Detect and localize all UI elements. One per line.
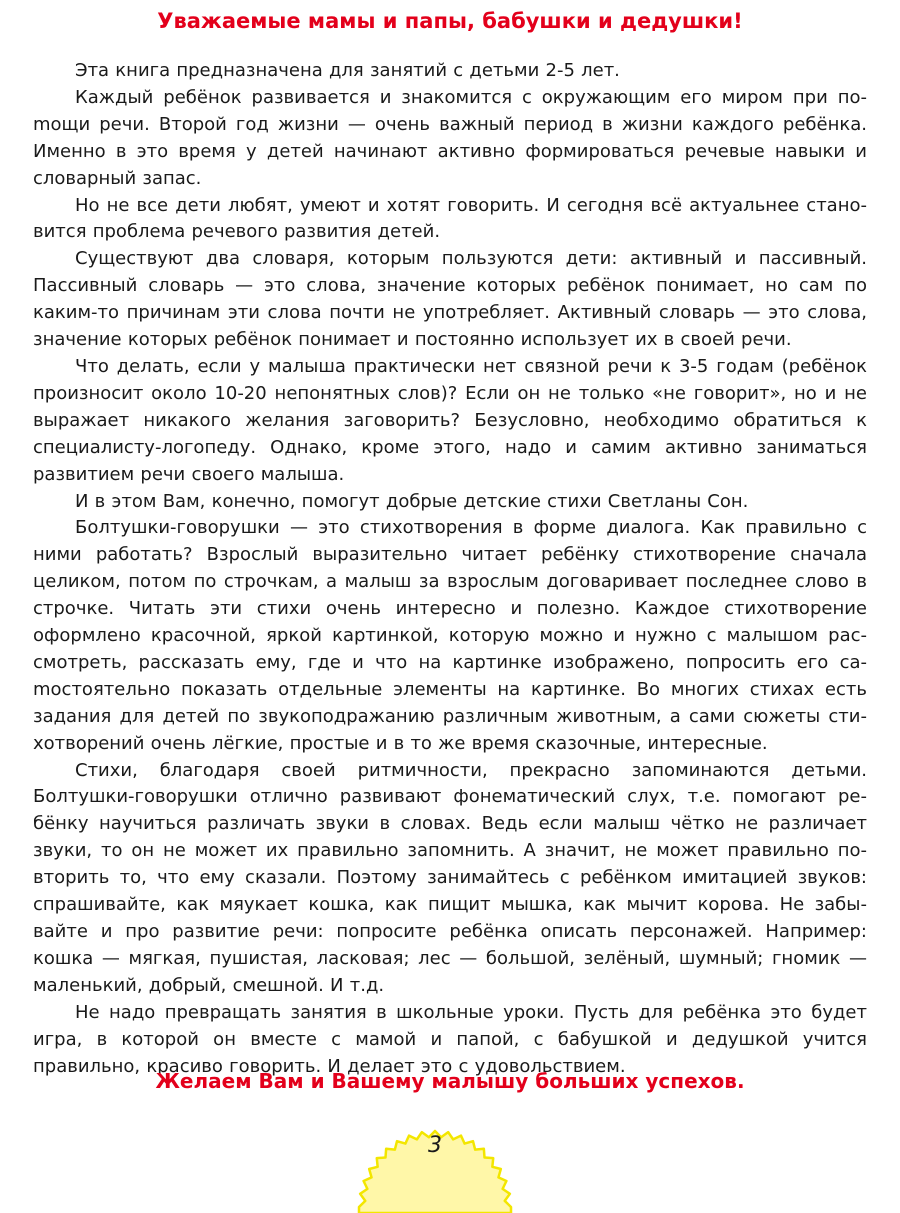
sun-badge-icon [350,1103,520,1213]
paragraph: Существуют два словаря, которым пользуются дети: активный и пассивный. Пассивный словарь — это слова, значение которых ребёнок понимает, но сам по каким-то причинам эти слова почти не употребляет. Активный словарь — это слова, значение которых ребёнок понимает и постоянно использует их в своей речи. [33,248,867,351]
paragraph: Эта книга предназначена для занятий с детьми 2-5 лет. [75,60,620,81]
paragraph: Стихи, благодаря своей ритмичности, прекрасно запоминаются детьми. Болтушки-говорушки отлично развивают фонематический слух, т.е. помогают ребёнку научиться различать звуки в словах. Ведь если малыш чётко не различает звуки, то он не может их правильно запомнить. А значит, не может правильно повторить то, что ему сказали. Поэтому занимайтесь с ребёнком имитацией звуков: спрашивайте, как мяукает кошка, как пищит мышка, как мычит корова. Не забывайте и про развитие речи: попросите ребёнка описать персонажей. Например: кошка — мягкая, пушистая, ласковая; лес — большой, зелёный, шумный; гномик — маленький, добрый, смешной. И т.д. [33,759,867,996]
closing-wish: Желаем Вам и Вашему малышу больших успехов. [155,1069,745,1093]
body-text [33,58,867,1080]
paragraph: Болтушки-говорушки — это стихотворения в форме диалога. Как правильно с ними работать? Взрослый выразительно читает ребёнку стихотворение сначала целиком, потом по строчкам, а малыш за взрослым договаривает последнее слово в строчке. Читать эти стихи очень интересно и полезно. Каждое стихотворение оформлено красочной, яркой картинкой, которую можно и нужно с малышом рассмотреть, рассказать ему, где и что на картинке изображено, попросить его саmостоятельно показать отдельные элементы на картинке. Во многих стихах есть задания для детей по звукоподражанию различным животным, а сами сюжеты стихотворений очень лёгкие, простые и в то же время сказочные, интересные. [33,517,867,754]
page-heading: Уважаемые мамы и папы, бабушки и дедушки! [157,9,743,33]
paragraph: Но не все дети любят, умеют и хотят говорить. И сегодня всё актуальнее становится проблема речевого развития детей. [33,194,867,243]
page-number-badge [350,1103,520,1213]
page-number: 3 [428,1133,442,1158]
paragraph: Не надо превращать занятия в школьные уроки. Пусть для ребёнка это будет игра, в которой он вместе с мамой и папой, с бабушкой и дедушкой учится правильно, красиво говорить. И делает это с удовольствием. [33,1001,867,1077]
paragraph: Что делать, если у малыша практически нет связной речи к 3-5 годам (ребёнок произносит около 10-20 непонятных слов)? Если он не только «не говорит», но и не выражает никакого желания заговорить? Безусловно, необходимо обратиться к специалисту-логопеду. Однако, кроме этого, надо и самим активно заниматься развитием речи своего малыша. [33,355,867,485]
paragraph: Каждый ребёнок развивается и знакомится с окружающим его миром при поmощи речи. Второй год жизни — очень важный период в жизни каждого ребёнка. Именно в это время у детей начинают активно формироваться речевые навыки и словарный запас. [33,86,867,189]
paragraph: И в этом Вам, конечно, помогут добрые детские стихи Светланы Сон. [75,490,749,512]
